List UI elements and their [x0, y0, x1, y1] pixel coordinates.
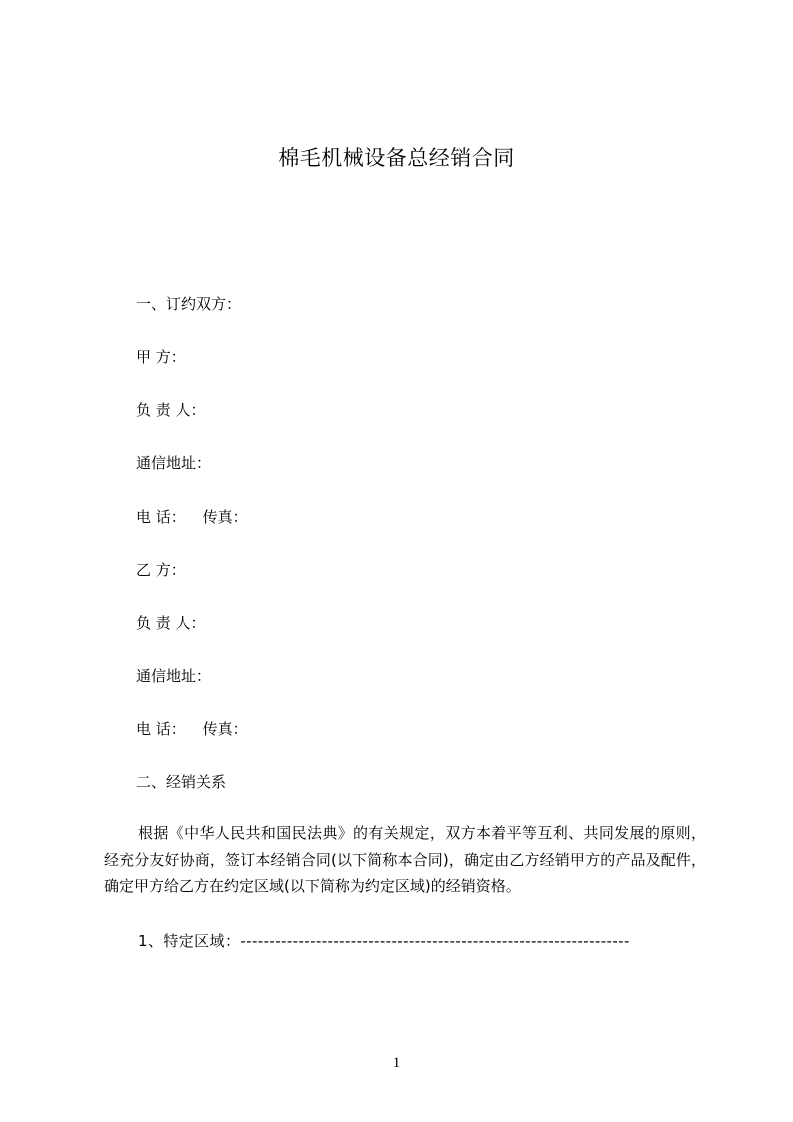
- party-b-address-label: 通信地址：: [136, 667, 212, 685]
- party-a-address-label: 通信地址：: [136, 454, 212, 472]
- party-a-fax-label: 传真：: [202, 508, 248, 526]
- party-b-responsible-label: 负 责 人：: [136, 614, 206, 632]
- party-b-contact-line: [136, 718, 248, 739]
- party-a-label: 甲 方：: [136, 348, 186, 366]
- party-a-phone-label: 电 话：: [136, 508, 186, 526]
- party-b-label: 乙 方：: [136, 561, 186, 579]
- section-2-heading: 二、经销关系: [136, 773, 227, 791]
- document-title: 棉毛机械设备总经销合同: [278, 146, 515, 170]
- specific-region-item: 1、特定区域：-------------------------------------------------------------------: [138, 932, 630, 950]
- party-b-phone-label: 电 话：: [136, 720, 186, 738]
- page-number: 1: [392, 1055, 401, 1071]
- section-2-paragraph: 根据《中华人民共和国民法典》的有关规定，双方本着平等互利、共同发展的原则，经充分友好协商，签订本经销合同(以下简称本合同)，确定由乙方经销甲方的产品及配件，确定甲方给乙方在约定区域(以下简称为约定区域)的经销资格。: [104, 824, 706, 895]
- party-a-contact-line: [136, 506, 248, 527]
- section-1-heading: 一、订约双方：: [136, 295, 242, 313]
- party-b-fax-label: 传真：: [202, 720, 248, 738]
- party-a-responsible-label: 负 责 人：: [136, 401, 206, 419]
